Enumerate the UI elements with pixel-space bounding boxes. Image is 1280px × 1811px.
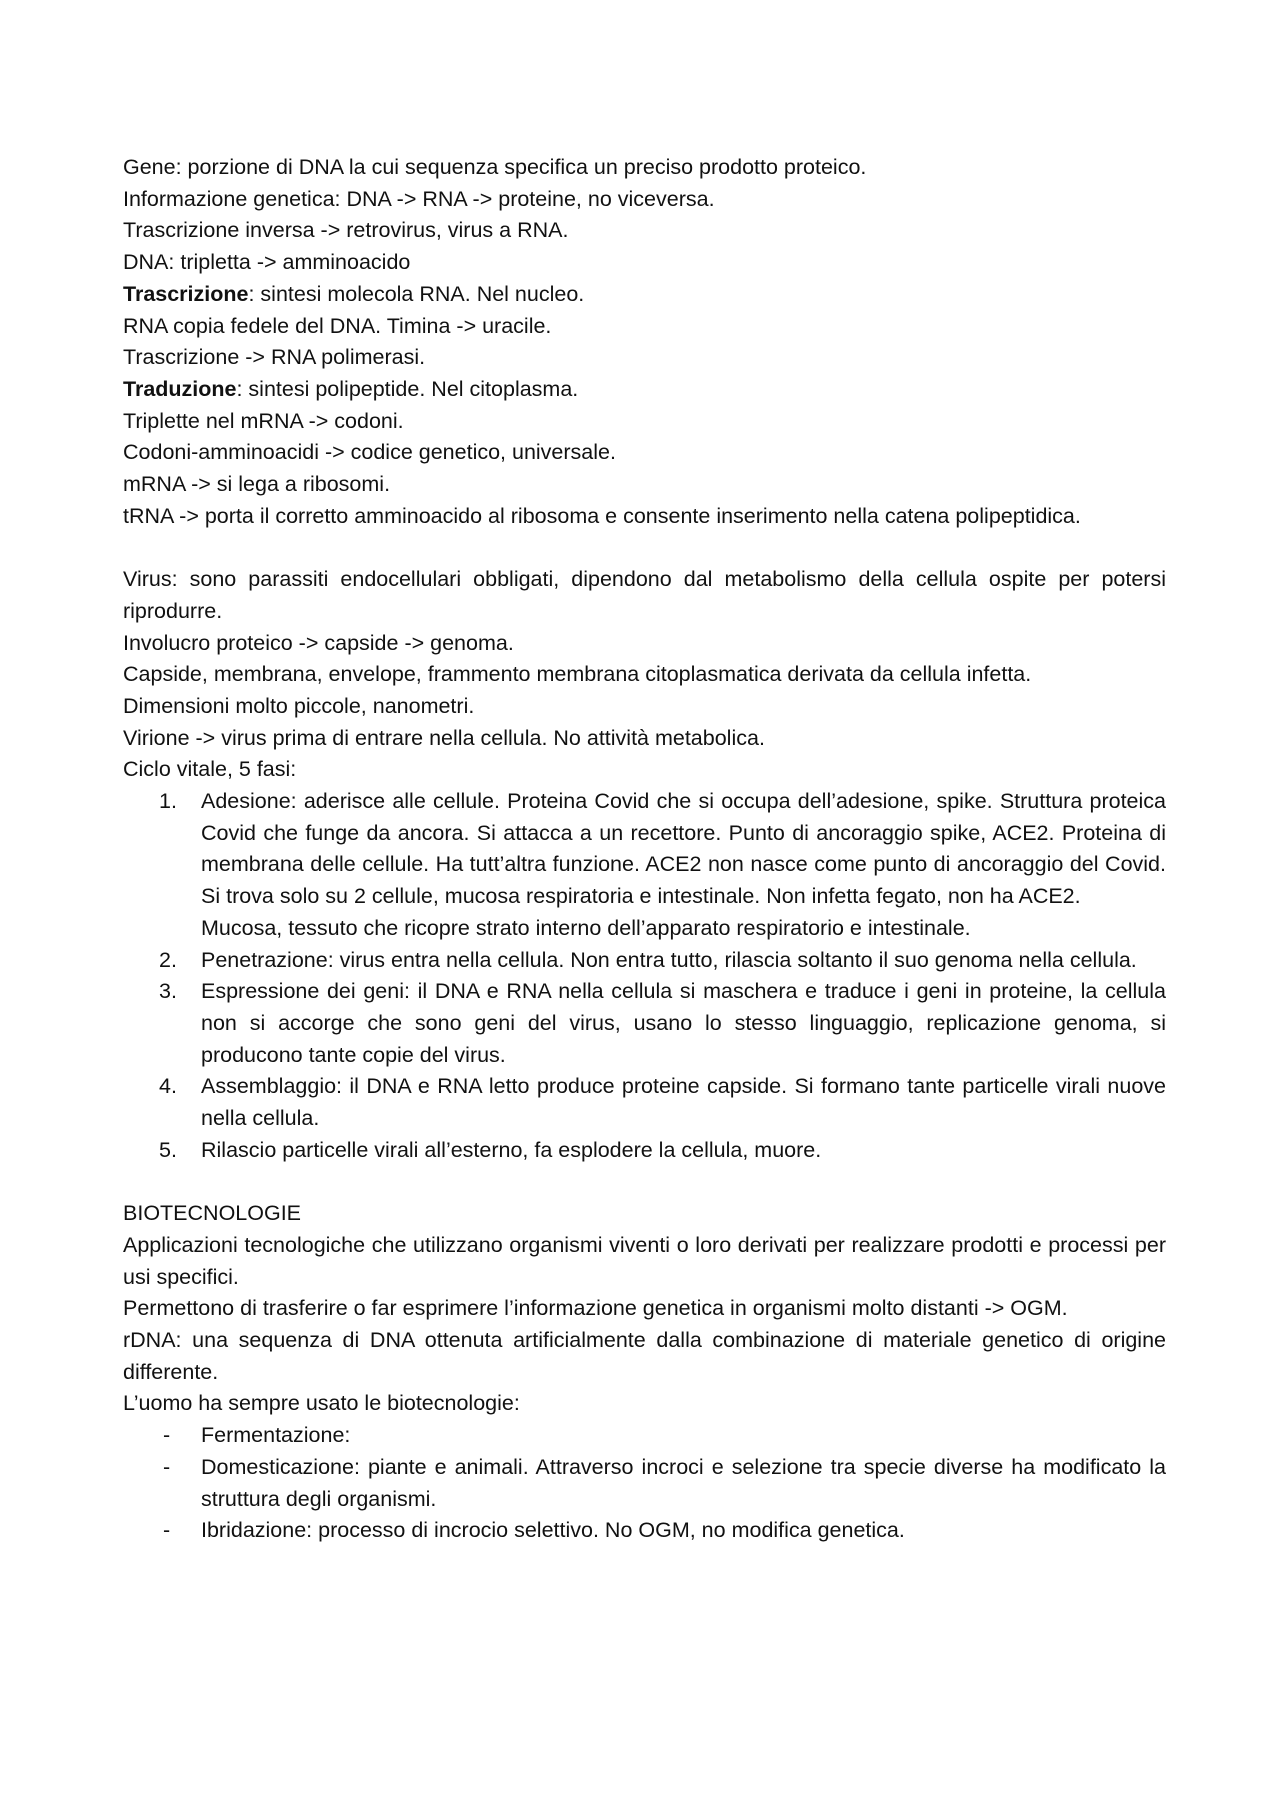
text-line: Gene: porzione di DNA la cui sequenza specifica un preciso prodotto proteico.	[123, 155, 867, 179]
traduzione-term: Traduzione	[123, 376, 237, 401]
traduzione-definition: : sintesi polipeptide. Nel citoplasma.	[236, 376, 579, 401]
text-line: Capside, membrana, envelope, frammento membrana citoplasmatica derivata da cellula infetta.	[123, 662, 1032, 687]
biotech-list	[123, 1420, 1166, 1547]
list-item	[123, 945, 1166, 977]
traduzione-line	[123, 374, 1166, 406]
paragraph: rDNA: una sequenza di DNA ottenuta artificialmente dalla combinazione di materiale genetico di origine differente.	[123, 1327, 1166, 1384]
list-item	[123, 1135, 1166, 1167]
life-cycle-list	[123, 786, 1166, 1166]
list-item-text: Fermentazione:	[201, 1423, 351, 1448]
trascrizione-definition: : sintesi molecola RNA. Nel nucleo.	[248, 281, 585, 306]
paragraph-gap	[123, 1166, 1166, 1198]
list-item-text: Assemblaggio: il DNA e RNA letto produce proteine capside. Si formano tante particelle virali nuove nella cellula.	[201, 1074, 1166, 1131]
text-line: RNA copia fedele del DNA. Timina -> uracile.	[123, 313, 552, 338]
list-item-text: Rilascio particelle virali all’esterno, fa esplodere la cellula, muore.	[201, 1137, 822, 1162]
list-item	[123, 1515, 1166, 1547]
text-line: Involucro proteico -> capside -> genoma.	[123, 630, 514, 655]
dash-bullet: -	[163, 1423, 171, 1448]
list-item-text: Adesione: aderisce alle cellule. Proteina Covid che si occupa dell’adesione, spike. Struttura proteica Covid che funge da ancora. Si attacca a un recettore. Punto di ancoraggio spike, ACE2. Proteina di membrana delle cellule. Ha tutt’altra funzione. ACE2 non nasce come punto di ancoraggio del Covid. Si trova solo su 2 cellule, mucosa respiratoria e intestinale. Non infetta fegato, non ha ACE2.	[201, 789, 1166, 909]
dash-bullet: -	[163, 1518, 171, 1543]
list-intro: L’uomo ha sempre usato le biotecnologie:	[123, 1391, 520, 1416]
text-line: Trascrizione -> RNA polimerasi.	[123, 345, 426, 370]
list-item-text: Ibridazione: processo di incrocio selettivo. No OGM, no modifica genetica.	[201, 1518, 905, 1543]
section-heading: BIOTECNOLOGIE	[123, 1201, 302, 1226]
text-line: Ciclo vitale, 5 fasi:	[123, 757, 297, 782]
list-item	[123, 976, 1166, 1071]
text-line: Dimensioni molto piccole, nanometri.	[123, 693, 475, 718]
text-line: Triplette nel mRNA -> codoni.	[123, 408, 404, 433]
list-item	[123, 786, 1166, 945]
document-page	[123, 152, 1166, 1547]
text-line: Informazione genetica: DNA -> RNA -> proteine, no viceversa.	[123, 186, 715, 211]
paragraph-gap	[123, 532, 1166, 564]
dash-bullet: -	[163, 1454, 171, 1479]
list-number: 4.	[159, 1074, 177, 1099]
text-line: Trascrizione inversa -> retrovirus, virus a RNA.	[123, 218, 569, 243]
text-line: mRNA -> si lega a ribosomi.	[123, 472, 391, 497]
text-line: DNA: tripletta -> amminoacido	[123, 250, 411, 275]
list-item	[123, 1071, 1166, 1134]
paragraph: Applicazioni tecnologiche che utilizzano organismi viventi o loro derivati per realizzare prodotti e processi per usi specifici.	[123, 1232, 1166, 1289]
list-item	[123, 1420, 1166, 1452]
list-item-note: Mucosa, tessuto che ricopre strato interno dell’apparato respiratorio e intestinale.	[201, 915, 971, 940]
trascrizione-line	[123, 279, 1166, 311]
text-line: Virione -> virus prima di entrare nella cellula. No attività metabolica.	[123, 725, 765, 750]
list-item-text: Espressione dei geni: il DNA e RNA nella cellula si maschera e traduce i geni in proteine, la cellula non si accorge che sono geni del virus, usano lo stesso linguaggio, replicazione genoma, si producono tante copie del virus.	[201, 979, 1166, 1067]
list-item-text: Penetrazione: virus entra nella cellula. Non entra tutto, rilascia soltanto il suo genoma nella cellula.	[201, 947, 1137, 972]
list-number: 5.	[159, 1137, 177, 1162]
trascrizione-term: Trascrizione	[123, 281, 249, 306]
virus-intro-paragraph: Virus: sono parassiti endocellulari obbligati, dipendono dal metabolismo della cellula ospite per potersi riprodurre.	[123, 567, 1166, 623]
trna-paragraph: tRNA -> porta il corretto amminoacido al ribosoma e consente inserimento nella catena polipeptidica.	[123, 503, 1081, 528]
list-item	[123, 1452, 1166, 1515]
list-number: 1.	[159, 789, 177, 814]
list-number: 3.	[159, 979, 177, 1004]
list-number: 2.	[159, 947, 177, 972]
list-item-text: Domesticazione: piante e animali. Attraverso incroci e selezione tra specie diverse ha modificato la struttura degli organismi.	[201, 1454, 1166, 1511]
paragraph: Permettono di trasferire o far esprimere l’informazione genetica in organismi molto distanti -> OGM.	[123, 1296, 1068, 1321]
text-line: Codoni-amminoacidi -> codice genetico, universale.	[123, 440, 616, 465]
